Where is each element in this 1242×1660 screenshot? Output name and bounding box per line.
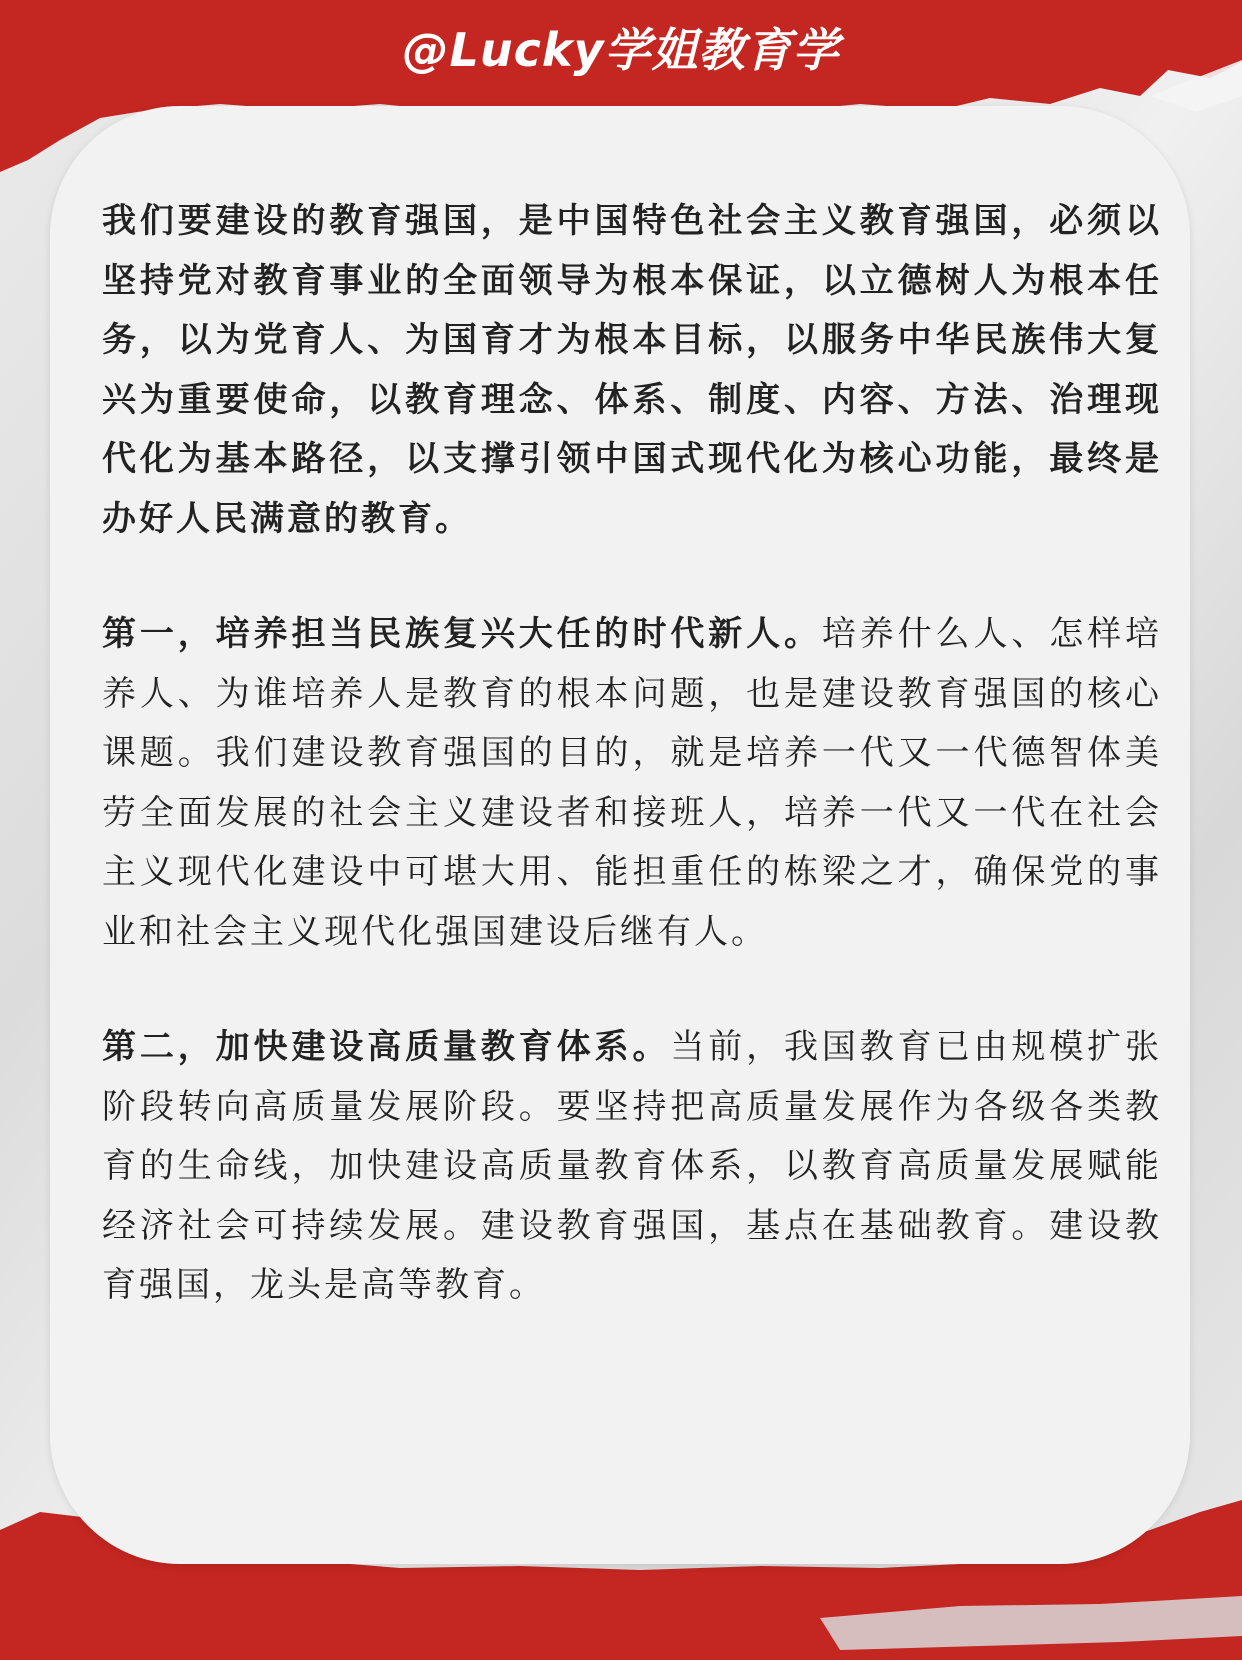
point-two-body: 当前，我国教育已由规模扩张阶段转向高质量发展阶段。要坚持把高质量发展作为各级各类教育的生命线，加快建设高质量教育体系，以教育高质量发展赋能经济社会可持续发展。建设教育强国，基点在基础教育。建设教育强国，龙头是高等教育。 (102, 1027, 1163, 1305)
point-one-paragraph (102, 605, 1162, 962)
point-two-heading: 第二，加快建设高质量教育体系。 (102, 1027, 671, 1067)
point-one-heading: 第一，培养担当民族复兴大任的时代新人。 (102, 614, 822, 654)
point-one-body: 培养什么人、怎样培养人、为谁培养人是教育的根本问题，也是建设教育强国的核心课题。我们建设教育强国的目的，就是培养一代又一代德智体美劳全面发展的社会主义建设者和接班人，培养一代又一代在社会主义现代化建设中可堪大用、能担重任的栋梁之才，确保党的事业和社会主义现代化强国建设后继有人。 (102, 614, 1163, 952)
header-title: @Lucky学姐教育学 (402, 23, 840, 77)
point-two-paragraph (102, 1018, 1162, 1316)
intro-paragraph: 我们要建设的教育强国，是中国特色社会主义教育强国，必须以坚持党对教育事业的全面领导为根本保证，以立德树人为根本任务，以为党育人、为国育才为根本目标，以服务中华民族伟大复兴为重要使命，以教育理念、体系、制度、内容、方法、治理现代化为基本路径，以支撑引领中国式现代化为核心功能，最终是办好人民满意的教育。 (102, 201, 1162, 539)
article-body (102, 192, 1162, 1316)
